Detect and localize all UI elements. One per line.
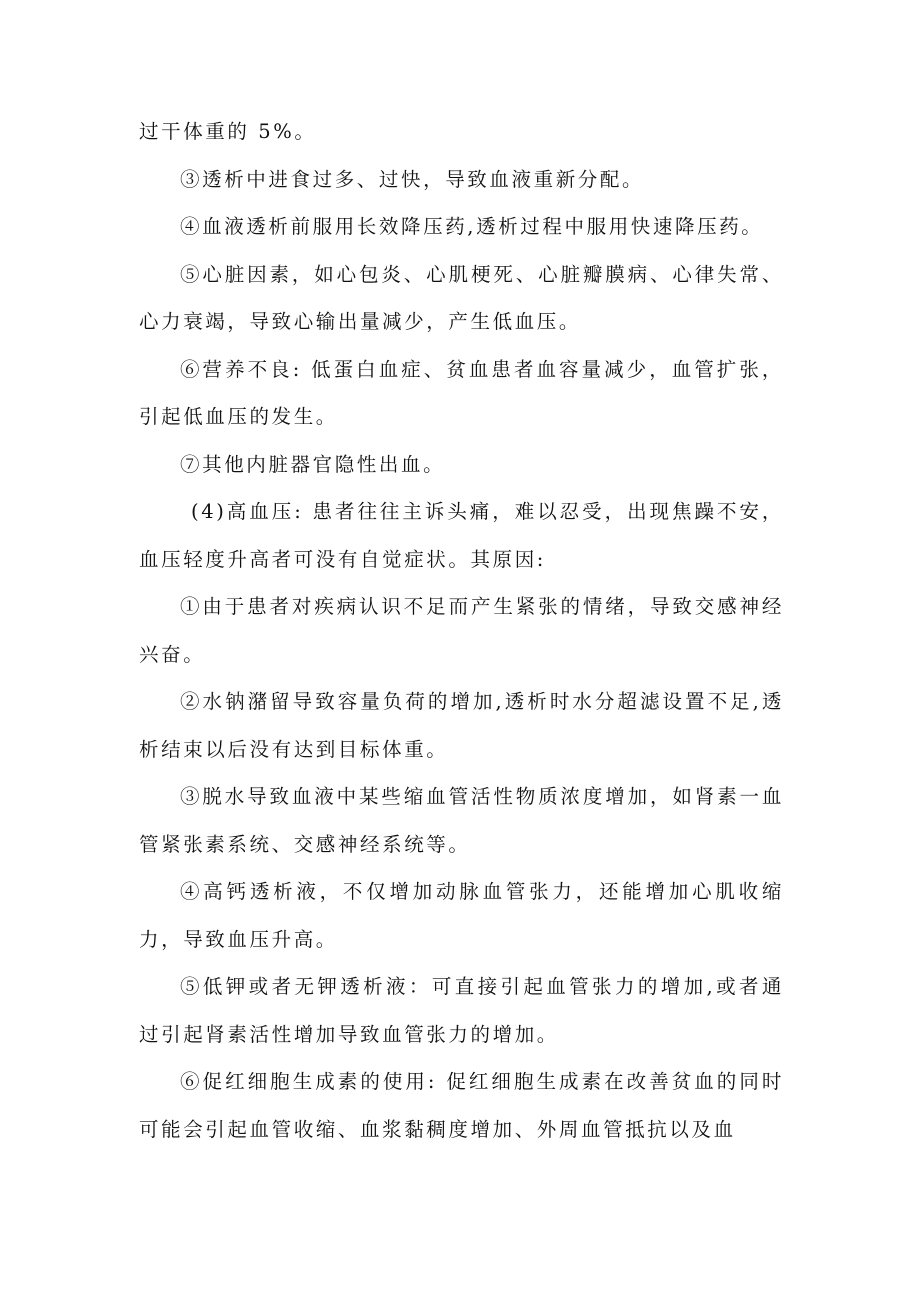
paragraph-item-5: ⑤心脏因素，如心包炎、心肌梗死、心脏瓣膜病、心律失常、心力衰竭，导致心输出量减少，产生低血压。 xyxy=(139,262,784,333)
paragraph-cause-3: ③脱水导致血液中某些缩血管活性物质浓度增加，如肾素一血管紧张素系统、交感神经系统等。 xyxy=(139,785,784,856)
paragraph-cause-5: ⑤低钾或者无钾透析液：可直接引起血管张力的增加,或者通过引起肾素活性增加导致血管张力的增加。 xyxy=(139,975,784,1046)
paragraph-item-3: ③透析中进食过多、过快，导致血液重新分配。 xyxy=(180,167,645,191)
paragraph-cause-4: ④高钙透析液，不仅增加动脉血管张力，还能增加心肌收缩力，导致血压升高。 xyxy=(139,880,784,951)
paragraph-continuation: 过干体重的 5%。 xyxy=(139,120,317,143)
paragraph-cause-1: ①由于患者对疾病认识不足而产生紧张的情绪，导致交感神经兴奋。 xyxy=(139,595,784,666)
document-body xyxy=(139,108,784,1153)
paragraph-item-4: ④血液透析前服用长效降压药,透析过程中服用快速降压药。 xyxy=(180,215,764,238)
paragraph-item-7: ⑦其他内脏器官隐性出血。 xyxy=(180,452,446,476)
paragraph-cause-2: ②水钠潴留导致容量负荷的增加,透析时水分超滤设置不足,透析结束以后没有达到目标体重。 xyxy=(139,690,784,761)
paragraph-cause-6: ⑥促红细胞生成素的使用: 促红细胞生成素在改善贫血的同时可能会引起血管收缩、血浆黏稠度增加、外周血管抵抗以及血 xyxy=(139,1070,784,1141)
paragraph-item-6: ⑥营养不良: 低蛋白血症、贫血患者血容量减少，血管扩张，引起低血压的发生。 xyxy=(139,357,784,428)
paragraph-hypertension: (4)高血压: 患者往往主诉头痛，难以忍受，出现焦躁不安，血压轻度升高者可没有自觉症状。其原因: xyxy=(139,500,784,571)
